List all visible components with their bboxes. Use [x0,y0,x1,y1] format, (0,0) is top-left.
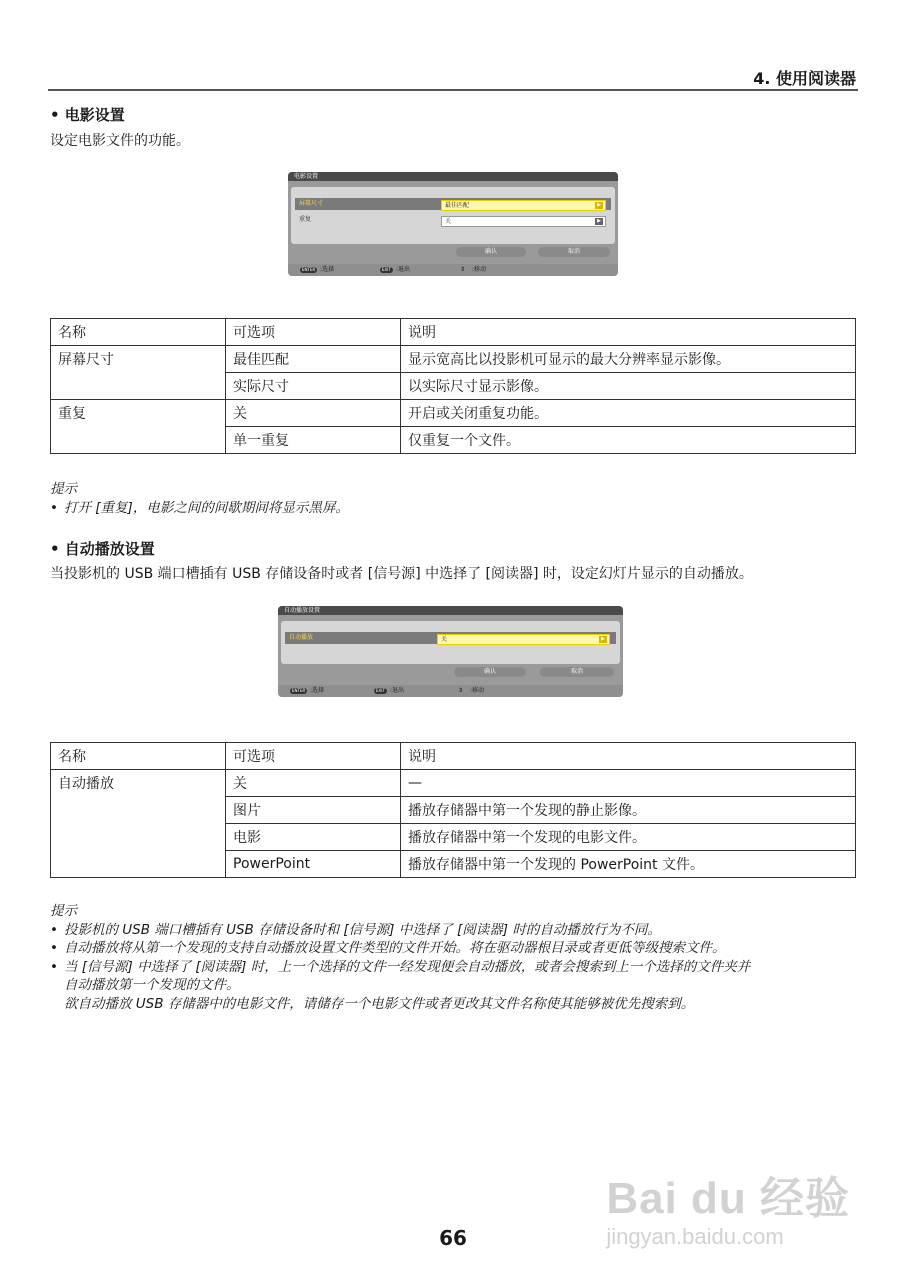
table-desc-cell: 开启或关闭重复功能。 [401,400,856,427]
table-desc-cell: 仅重复一个文件。 [401,427,856,454]
ok-button[interactable]: 确认 [456,247,526,257]
table-name-cell: 自动播放 [51,770,226,878]
footer-select-text: :选择 [320,266,335,273]
ok-button[interactable]: 确认 [454,667,526,677]
table-desc-cell: 以实际尺寸显示影像。 [401,373,856,400]
arrow-right-icon: ▶ [595,218,603,225]
table-row [51,346,856,373]
autoplay-settings-note [50,902,856,1013]
footer-exit-text: :退出 [396,266,411,273]
note-title: 提示 [50,903,77,919]
table-header-cell: 可选项 [226,743,401,770]
autoplay-value: 关 [441,636,448,643]
updown-arrow-icon: ⇕ [460,266,466,273]
exit-key-icon: EXIT [382,267,391,272]
table-desc-cell: 播放存储器中第一个发现的静止影像。 [401,797,856,824]
note-item: • 自动播放将从第一个发现的支持自动播放设置文件类型的文件开始。将在驱动器根目录或者更低等级搜索文件。 [50,940,726,956]
cancel-button[interactable]: 取消 [538,247,610,257]
autoplay-settings-heading: • 自动播放设置 [50,540,155,558]
menu-row-label: 自动播放 [289,634,314,641]
note-item: • 当 [信号源] 中选择了 [阅读器] 时，上一个选择的文件一经发现便会自动播放，或者会搜索到上一个选择的文件夹并 [50,958,751,975]
updown-arrow-icon: ⇕ [458,687,464,694]
table-option-cell: 关 [226,400,401,427]
menu-title: 自动播放设置 [278,606,623,615]
table-header-cell: 说明 [401,743,856,770]
table-name-cell: 屏幕尺寸 [51,346,226,400]
table-desc-cell: 显示宽高比以投影机可显示的最大分辨率显示影像。 [401,346,856,373]
table-option-cell: 关 [226,770,401,797]
footer-move-text: :移动 [472,266,487,273]
table-header-cell: 名称 [51,743,226,770]
watermark-logo: Bai du 经验 [606,1174,850,1223]
movie-settings-menu-screenshot [288,172,618,276]
note-title: 提示 [50,481,77,497]
table-header-cell: 名称 [51,319,226,346]
table-desc-cell: 播放存储器中第一个发现的 PowerPoint 文件。 [401,851,856,878]
arrow-right-icon: ▶ [599,636,607,643]
note-item: • 投影机的 USB 端口槽插有 USB 存储设备时和 [信号源] 中选择了 [阅读器] 时的自动播放行为不同。 [50,921,661,938]
enter-key-icon: ENTER [292,688,306,693]
menu-row-label: 重复 [299,216,312,223]
screen-size-value: 最佳匹配 [445,202,470,209]
table-option-cell: 单一重复 [226,427,401,454]
baidu-jingyan-watermark [606,1162,850,1250]
footer-select-text: :选择 [310,687,325,694]
exit-key-icon: EXIT [376,688,385,693]
watermark-url: jingyan.baidu.com [606,1224,784,1249]
table-desc-cell: — [401,770,856,797]
menu-panel [291,187,615,244]
page-number: 66 [439,1226,467,1250]
table-option-cell: 图片 [226,797,401,824]
menu-footer [288,264,618,276]
table-name-cell: 重复 [51,400,226,454]
table-header-row [51,743,856,770]
enter-key-icon: ENTER [302,267,316,272]
table-row [51,770,856,797]
menu-panel [281,621,620,664]
menu-title: 电影设置 [288,172,618,181]
footer-exit-text: :退出 [390,687,405,694]
footer-move-text: :移动 [470,687,485,694]
table-option-cell: PowerPoint [226,851,401,878]
table-option-cell: 电影 [226,824,401,851]
cancel-button[interactable]: 取消 [540,667,614,677]
table-option-cell: 实际尺寸 [226,373,401,400]
table-desc-cell: 播放存储器中第一个发现的电影文件。 [401,824,856,851]
autoplay-settings-table [50,742,856,878]
movie-settings-table [50,318,856,454]
menu-footer [278,685,623,697]
note-continuation: 自动播放第一个发现的文件。 [64,977,240,993]
table-header-row [51,319,856,346]
table-row [51,400,856,427]
arrow-right-icon: ▶ [595,202,603,209]
note-continuation: 欲自动播放 USB 存储器中的电影文件，请储存一个电影文件或者更改其文件名称使其能够被优先搜索到。 [64,995,695,1012]
movie-settings-intro: 设定电影文件的功能。 [50,133,190,149]
chapter-title: 4. 使用阅读器 [753,69,856,88]
repeat-select[interactable] [441,216,606,227]
screen-size-select[interactable] [441,200,606,211]
table-header-cell: 说明 [401,319,856,346]
menu-row-label: 屏幕尺寸 [299,200,324,207]
autoplay-select[interactable] [437,634,610,645]
movie-settings-note [50,480,349,517]
note-item: • 打开 [重复]，电影之间的间歇期间将显示黑屏。 [50,499,349,516]
table-header-cell: 可选项 [226,319,401,346]
table-option-cell: 最佳匹配 [226,346,401,373]
autoplay-settings-menu-screenshot [278,606,623,697]
autoplay-settings-intro: 当投影机的 USB 端口槽插有 USB 存储设备时或者 [信号源] 中选择了 [阅读器] 时，设定幻灯片显示的自动播放。 [50,566,753,582]
movie-settings-heading: • 电影设置 [50,106,125,124]
header-divider [48,89,858,91]
repeat-value: 关 [445,218,452,225]
